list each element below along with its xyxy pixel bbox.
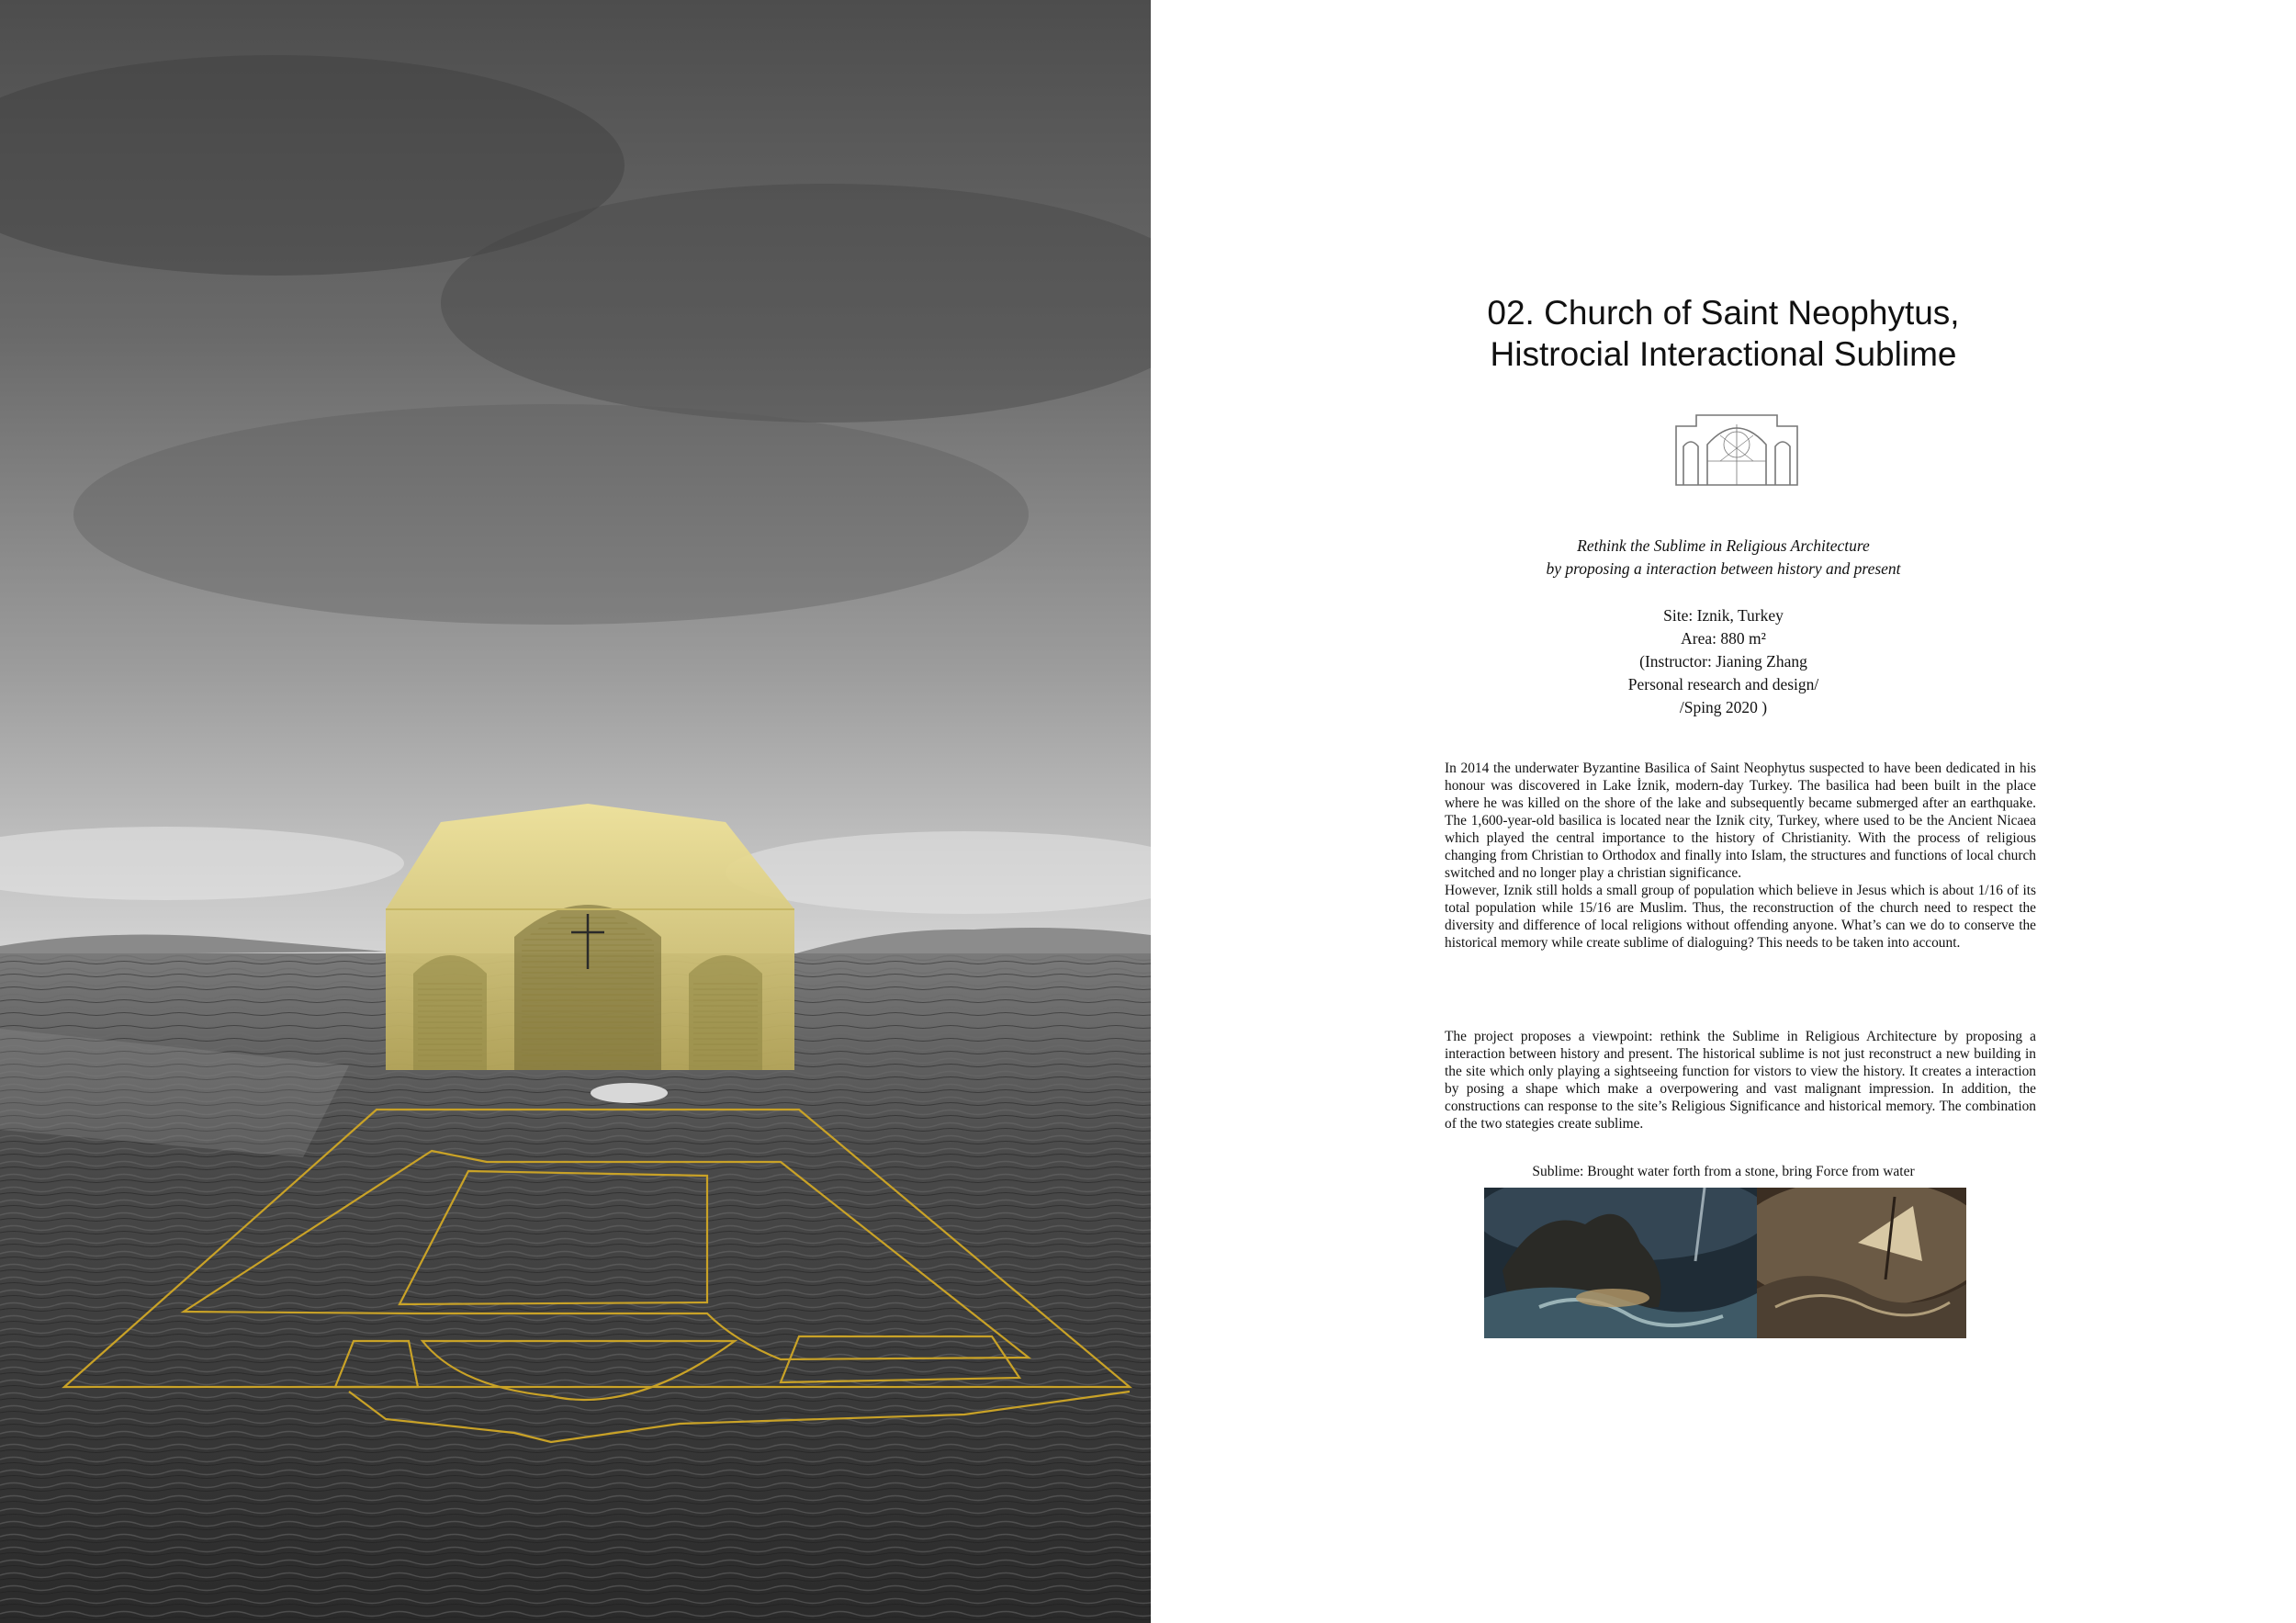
text-page (1151, 0, 2296, 1623)
page-title-line-2: Histrocial Interactional Sublime (1490, 335, 1957, 373)
reference-painting-shipwreck (1757, 1188, 1966, 1338)
subtitle-line-1: Rethink the Sublime in Religious Architecture (1577, 536, 1870, 555)
cloud (73, 404, 1029, 625)
subtitle-line-2: by proposing a interaction between history and present (1546, 559, 1901, 578)
reference-caption: Sublime: Brought water forth from a stone, bring Force from water (1532, 1164, 1915, 1179)
info-instructor: (Instructor: Jianing Zhang (1639, 652, 1807, 671)
church-elevation-icon (1674, 408, 1799, 487)
ruins-rocks (591, 1083, 668, 1103)
info-area: Area: 880 m² (1681, 629, 1766, 648)
page-title-line-1: 02. Church of Saint Neophytus, (1487, 294, 1960, 332)
info-term: /Sping 2020 ) (1679, 698, 1768, 716)
body-paragraph-2: The project proposes a viewpoint: rethink the Sublime in Religious Architecture by proposing a interaction between history and present. The historical sublime is not just reconstruct a new building in the site which only playing a sightseeing function for vistors to view the history. It creates a interaction by posing a shape which make a overpowering and vast malignant impression. In addition, the constructions can response to the site’s Religious Significance and historical memory. The combination of the two stategies create sublime. (1445, 1029, 2036, 1132)
reference-painting-stone (1484, 1188, 1757, 1338)
info-site: Site: Iznik, Turkey (1663, 606, 1784, 625)
body-paragraph-1: In 2014 the underwater Byzantine Basilica of Saint Neophytus suspected to have been dedicated in his honour was discovered in Lake İznik, modern-day Turkey. The basilica had been built in the place where he was killed on the shore of the lake and subsequently became submerged after an earthquake. The 1,600-year-old basilica is located near the Iznik city, Turkey, where used to be the Ancient Nicaea which played the central importance to the history of Christianity. With the process of religious changing from Christian to Orthodox and finally into Islam, the structures and functions of local church switched and no longer play a christian significance. However, Iznik still holds a small group of population which believe in Jesus which is about 1/16 of its total population while 15/16 are Muslim. Thus, the reconstruction of the church need to respect the diversity and difference of local religions without offending anyone. What’s can we do to conserve the historical memory while create sublime of dialoguing? This needs to be taken into account. (1445, 761, 2036, 951)
info-type: Personal research and design/ (1627, 675, 1819, 693)
church-volume (386, 804, 794, 1070)
